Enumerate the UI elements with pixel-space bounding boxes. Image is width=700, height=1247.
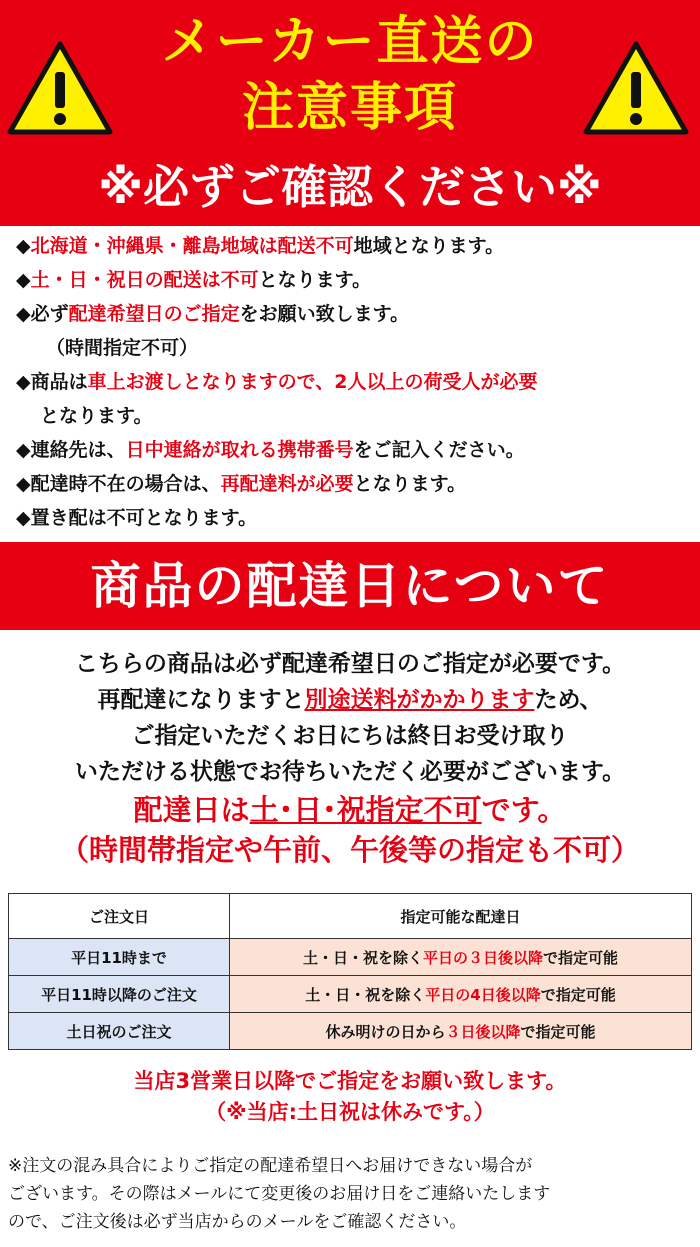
order-time-cell: 平日11時まで: [9, 939, 230, 976]
notice-continuation: となります。: [40, 405, 153, 427]
table-row: [9, 976, 692, 1013]
delivery-restriction: [0, 790, 700, 870]
notice-list: [16, 232, 686, 538]
delivery-line: いただける状態でお待ちいただく必要がございます。: [74, 759, 626, 785]
notice-item: ◆土・日・祝日の配送は不可となります。: [16, 269, 372, 291]
delivery-line: 再配達になりますと別途送料がかかりますため、: [97, 687, 603, 713]
footer-note: ※注文の混み具合によりご指定の配達希望日へお届けできない場合が ございます。その際はメールにて変更後のお届け日をご連絡いたします ので、ご注文後は必ず当店からのメールをご確認ください。: [8, 1156, 551, 1232]
delivery-line: ご指定いただくお日にちは終日お受け取り: [131, 723, 569, 749]
restriction-line: （時間帯指定や午前、午後等の指定も不可）: [59, 833, 640, 867]
notice-highlight: 土・日・祝日の配送は不可: [30, 269, 259, 291]
notice-highlight: 再配達料が必要: [220, 473, 354, 495]
notice-highlight: 車上お渡しとなりますので、2人以上の荷受人が必要: [87, 371, 538, 393]
notice-highlight: 日中連絡が取れる携帯番号: [125, 439, 354, 461]
delivery-date-cell: 土・日・祝を除く平日の4日後以降で指定可能: [230, 976, 692, 1013]
delivery-line: こちらの商品は必ず配達希望日のご指定が必要です。: [74, 651, 626, 677]
delivery-date-cell: 休み明けの日から３日後以降で指定可能: [230, 1013, 692, 1050]
restriction-highlight: 土･日･祝指定不可: [249, 793, 482, 827]
delivery-date-cell: 土・日・祝を除く平日の３日後以降で指定可能: [230, 939, 692, 976]
delivery-section-banner: 商品の配達日について: [0, 542, 700, 630]
table-header-row: [9, 894, 692, 939]
notice-highlight: 配達希望日のご指定: [68, 303, 240, 325]
notice-highlight: 北海道・沖縄県・離島地域は配送不可: [30, 235, 354, 257]
notice-subtext: （時間指定不可）: [46, 337, 199, 359]
extra-fee-highlight: 別途送料がかかります: [304, 687, 535, 713]
notice-item: ◆連絡先は、日中連絡が取れる携帯番号をご記入ください。: [16, 439, 525, 461]
notice-item: ◆置き配は不可となります。: [16, 507, 258, 529]
notice-item: ◆配達時不在の場合は、再配達料が必要となります。: [16, 473, 467, 495]
notice-item: ◆必ず配達希望日のご指定をお願い致します。: [16, 303, 410, 325]
table-header-cell: ご注文日: [9, 894, 230, 939]
table-row: [9, 939, 692, 976]
store-business-days-note: 当店3営業日以降でご指定をお願い致します。 （※当店:土日祝は休みです。）: [133, 1069, 567, 1124]
restriction-line: 配達日は土･日･祝指定不可です。: [133, 793, 567, 827]
table-row: [9, 1013, 692, 1050]
table-header-cell: 指定可能な配達日: [230, 894, 692, 939]
order-time-cell: 平日11時以降のご注文: [9, 976, 230, 1013]
confirm-banner: ※必ずご確認ください※: [0, 154, 700, 220]
delivery-schedule-table: [8, 893, 692, 1050]
page-title-line2: 注意事項: [241, 78, 458, 138]
order-time-cell: 土日祝のご注文: [9, 1013, 230, 1050]
notice-item: ◆商品は車上お渡しとなりますので、2人以上の荷受人が必要: [16, 371, 538, 393]
delivery-description: [0, 646, 700, 790]
notice-item: ◆北海道・沖縄県・離島地域は配送不可地域となります。: [16, 235, 505, 257]
page-title-line1: メーカー直送の: [161, 12, 539, 72]
